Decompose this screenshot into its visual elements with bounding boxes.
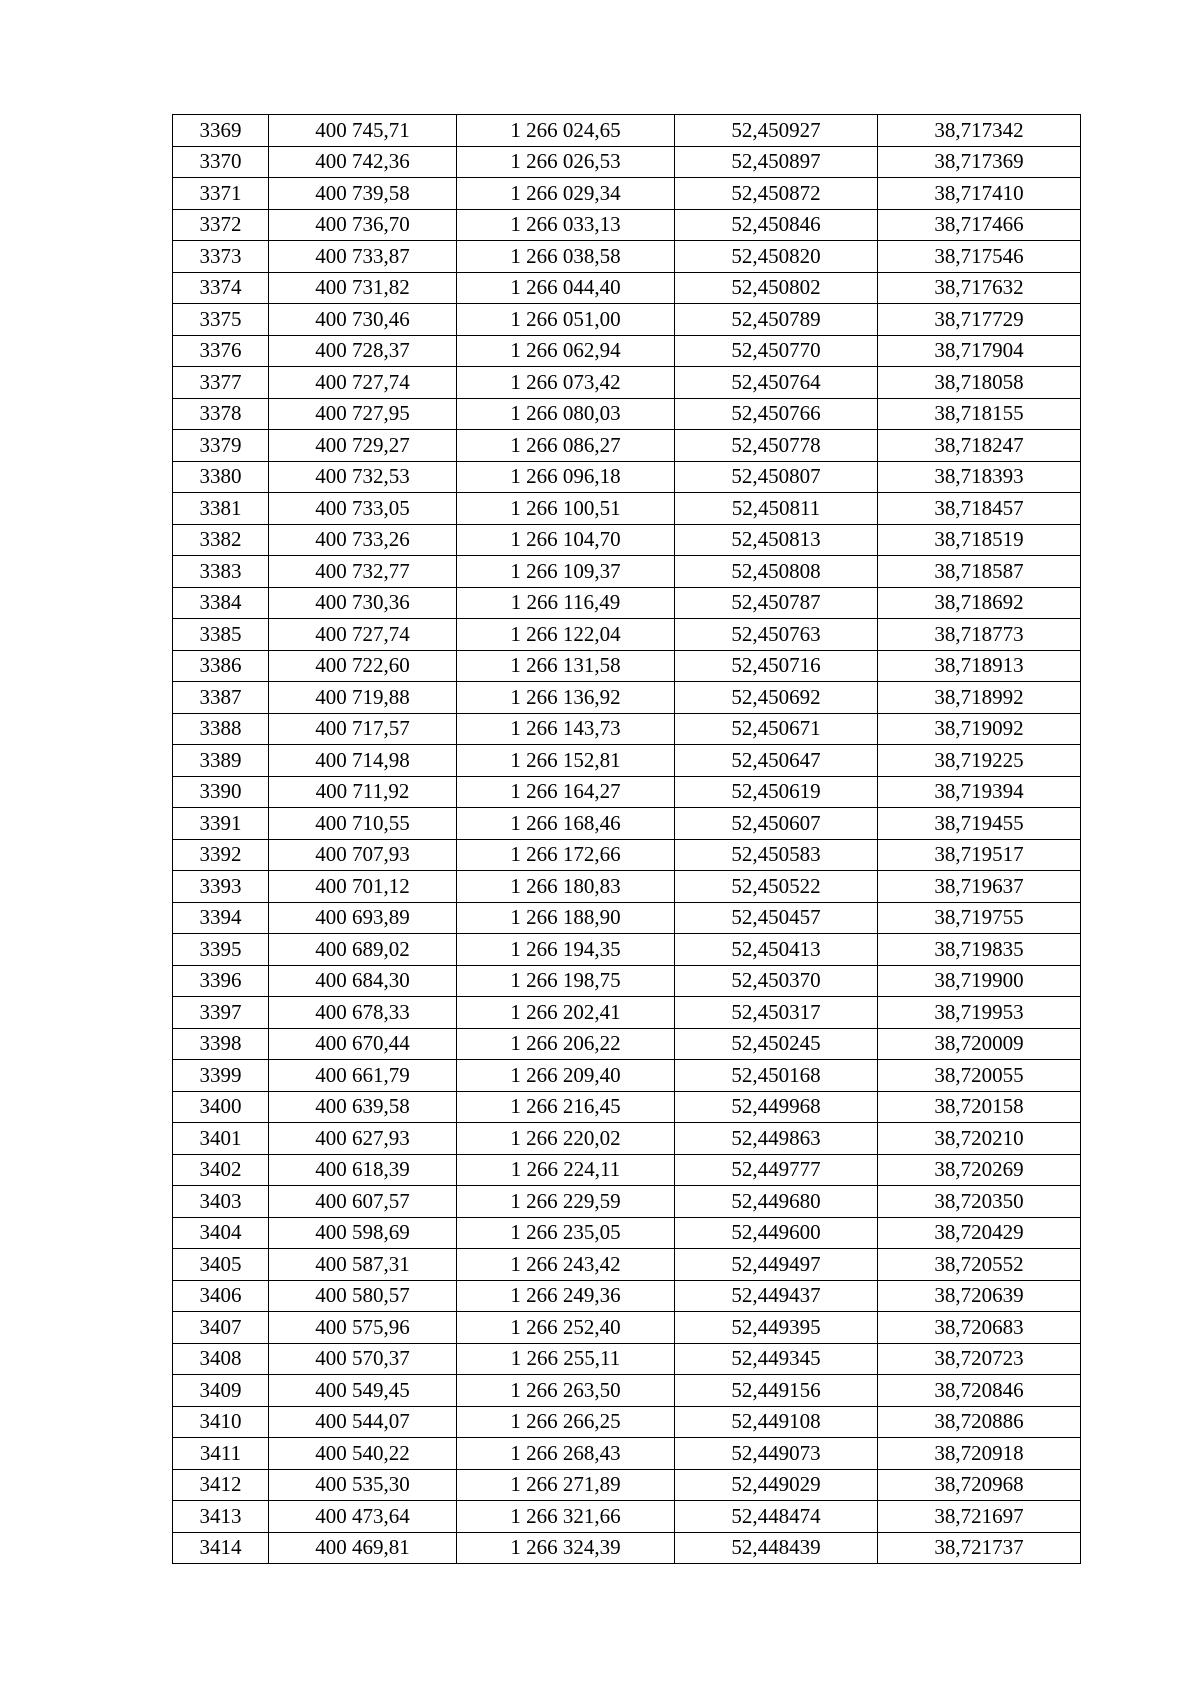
- table-row: [173, 398, 1081, 430]
- latitude-cell: 52,450607: [675, 808, 878, 840]
- latitude-cell: 52,450764: [675, 367, 878, 399]
- x-coordinate-cell: 400 587,31: [269, 1249, 457, 1281]
- table-row: [173, 1060, 1081, 1092]
- point-number-cell: 3395: [173, 934, 269, 966]
- x-coordinate-cell: 400 549,45: [269, 1375, 457, 1407]
- y-coordinate-cell: 1 266 252,40: [457, 1312, 675, 1344]
- table-row: [173, 902, 1081, 934]
- longitude-cell: 38,718587: [878, 556, 1081, 588]
- longitude-cell: 38,718247: [878, 430, 1081, 462]
- x-coordinate-cell: 400 732,77: [269, 556, 457, 588]
- longitude-cell: 38,719953: [878, 997, 1081, 1029]
- point-number-cell: 3386: [173, 650, 269, 682]
- point-number-cell: 3405: [173, 1249, 269, 1281]
- longitude-cell: 38,721697: [878, 1501, 1081, 1533]
- point-number-cell: 3373: [173, 241, 269, 273]
- latitude-cell: 52,450820: [675, 241, 878, 273]
- latitude-cell: 52,450692: [675, 682, 878, 714]
- latitude-cell: 52,450770: [675, 335, 878, 367]
- x-coordinate-cell: 400 736,70: [269, 209, 457, 241]
- point-number-cell: 3397: [173, 997, 269, 1029]
- latitude-cell: 52,449437: [675, 1280, 878, 1312]
- y-coordinate-cell: 1 266 255,11: [457, 1343, 675, 1375]
- longitude-cell: 38,718058: [878, 367, 1081, 399]
- x-coordinate-cell: 400 598,69: [269, 1217, 457, 1249]
- latitude-cell: 52,450168: [675, 1060, 878, 1092]
- x-coordinate-cell: 400 733,87: [269, 241, 457, 273]
- point-number-cell: 3402: [173, 1154, 269, 1186]
- latitude-cell: 52,450766: [675, 398, 878, 430]
- latitude-cell: 52,450317: [675, 997, 878, 1029]
- longitude-cell: 38,719755: [878, 902, 1081, 934]
- y-coordinate-cell: 1 266 321,66: [457, 1501, 675, 1533]
- latitude-cell: 52,449968: [675, 1091, 878, 1123]
- y-coordinate-cell: 1 266 044,40: [457, 272, 675, 304]
- latitude-cell: 52,448474: [675, 1501, 878, 1533]
- longitude-cell: 38,718773: [878, 619, 1081, 651]
- table-row: [173, 524, 1081, 556]
- y-coordinate-cell: 1 266 229,59: [457, 1186, 675, 1218]
- y-coordinate-cell: 1 266 180,83: [457, 871, 675, 903]
- x-coordinate-cell: 400 727,74: [269, 367, 457, 399]
- point-number-cell: 3403: [173, 1186, 269, 1218]
- x-coordinate-cell: 400 469,81: [269, 1532, 457, 1564]
- coordinates-table-body: [173, 115, 1081, 1564]
- longitude-cell: 38,718519: [878, 524, 1081, 556]
- longitude-cell: 38,720210: [878, 1123, 1081, 1155]
- x-coordinate-cell: 400 719,88: [269, 682, 457, 714]
- x-coordinate-cell: 400 710,55: [269, 808, 457, 840]
- table-row: [173, 1154, 1081, 1186]
- longitude-cell: 38,717546: [878, 241, 1081, 273]
- y-coordinate-cell: 1 266 172,66: [457, 839, 675, 871]
- table-row: [173, 146, 1081, 178]
- latitude-cell: 52,449029: [675, 1469, 878, 1501]
- point-number-cell: 3384: [173, 587, 269, 619]
- x-coordinate-cell: 400 714,98: [269, 745, 457, 777]
- point-number-cell: 3394: [173, 902, 269, 934]
- latitude-cell: 52,450370: [675, 965, 878, 997]
- y-coordinate-cell: 1 266 324,39: [457, 1532, 675, 1564]
- table-row: [173, 1123, 1081, 1155]
- latitude-cell: 52,449108: [675, 1406, 878, 1438]
- longitude-cell: 38,720918: [878, 1438, 1081, 1470]
- y-coordinate-cell: 1 266 263,50: [457, 1375, 675, 1407]
- table-row: [173, 335, 1081, 367]
- longitude-cell: 38,718692: [878, 587, 1081, 619]
- table-row: [173, 556, 1081, 588]
- latitude-cell: 52,450647: [675, 745, 878, 777]
- y-coordinate-cell: 1 266 122,04: [457, 619, 675, 651]
- latitude-cell: 52,450763: [675, 619, 878, 651]
- table-row: [173, 1280, 1081, 1312]
- latitude-cell: 52,449777: [675, 1154, 878, 1186]
- y-coordinate-cell: 1 266 136,92: [457, 682, 675, 714]
- point-number-cell: 3414: [173, 1532, 269, 1564]
- longitude-cell: 38,720723: [878, 1343, 1081, 1375]
- latitude-cell: 52,450846: [675, 209, 878, 241]
- x-coordinate-cell: 400 473,64: [269, 1501, 457, 1533]
- longitude-cell: 38,717729: [878, 304, 1081, 336]
- y-coordinate-cell: 1 266 216,45: [457, 1091, 675, 1123]
- x-coordinate-cell: 400 607,57: [269, 1186, 457, 1218]
- table-row: [173, 1091, 1081, 1123]
- y-coordinate-cell: 1 266 086,27: [457, 430, 675, 462]
- table-row: [173, 682, 1081, 714]
- y-coordinate-cell: 1 266 188,90: [457, 902, 675, 934]
- table-row: [173, 965, 1081, 997]
- table-row: [173, 1375, 1081, 1407]
- table-row: [173, 587, 1081, 619]
- x-coordinate-cell: 400 727,95: [269, 398, 457, 430]
- x-coordinate-cell: 400 732,53: [269, 461, 457, 493]
- table-row: [173, 713, 1081, 745]
- latitude-cell: 52,450802: [675, 272, 878, 304]
- x-coordinate-cell: 400 627,93: [269, 1123, 457, 1155]
- longitude-cell: 38,719225: [878, 745, 1081, 777]
- point-number-cell: 3406: [173, 1280, 269, 1312]
- x-coordinate-cell: 400 730,46: [269, 304, 457, 336]
- point-number-cell: 3376: [173, 335, 269, 367]
- y-coordinate-cell: 1 266 168,46: [457, 808, 675, 840]
- longitude-cell: 38,720429: [878, 1217, 1081, 1249]
- point-number-cell: 3385: [173, 619, 269, 651]
- point-number-cell: 3369: [173, 115, 269, 147]
- y-coordinate-cell: 1 266 104,70: [457, 524, 675, 556]
- table-row: [173, 1469, 1081, 1501]
- table-row: [173, 115, 1081, 147]
- y-coordinate-cell: 1 266 024,65: [457, 115, 675, 147]
- point-number-cell: 3410: [173, 1406, 269, 1438]
- y-coordinate-cell: 1 266 029,34: [457, 178, 675, 210]
- longitude-cell: 38,720350: [878, 1186, 1081, 1218]
- x-coordinate-cell: 400 707,93: [269, 839, 457, 871]
- x-coordinate-cell: 400 544,07: [269, 1406, 457, 1438]
- y-coordinate-cell: 1 266 062,94: [457, 335, 675, 367]
- point-number-cell: 3379: [173, 430, 269, 462]
- longitude-cell: 38,720009: [878, 1028, 1081, 1060]
- longitude-cell: 38,718393: [878, 461, 1081, 493]
- x-coordinate-cell: 400 580,57: [269, 1280, 457, 1312]
- table-row: [173, 430, 1081, 462]
- y-coordinate-cell: 1 266 073,42: [457, 367, 675, 399]
- longitude-cell: 38,720269: [878, 1154, 1081, 1186]
- y-coordinate-cell: 1 266 033,13: [457, 209, 675, 241]
- y-coordinate-cell: 1 266 224,11: [457, 1154, 675, 1186]
- x-coordinate-cell: 400 742,36: [269, 146, 457, 178]
- point-number-cell: 3388: [173, 713, 269, 745]
- x-coordinate-cell: 400 570,37: [269, 1343, 457, 1375]
- x-coordinate-cell: 400 739,58: [269, 178, 457, 210]
- latitude-cell: 52,449345: [675, 1343, 878, 1375]
- longitude-cell: 38,720886: [878, 1406, 1081, 1438]
- point-number-cell: 3372: [173, 209, 269, 241]
- point-number-cell: 3375: [173, 304, 269, 336]
- point-number-cell: 3409: [173, 1375, 269, 1407]
- y-coordinate-cell: 1 266 209,40: [457, 1060, 675, 1092]
- y-coordinate-cell: 1 266 198,75: [457, 965, 675, 997]
- y-coordinate-cell: 1 266 266,25: [457, 1406, 675, 1438]
- table-row: [173, 1186, 1081, 1218]
- latitude-cell: 52,449863: [675, 1123, 878, 1155]
- point-number-cell: 3408: [173, 1343, 269, 1375]
- table-row: [173, 776, 1081, 808]
- y-coordinate-cell: 1 266 131,58: [457, 650, 675, 682]
- point-number-cell: 3390: [173, 776, 269, 808]
- point-number-cell: 3382: [173, 524, 269, 556]
- y-coordinate-cell: 1 266 096,18: [457, 461, 675, 493]
- point-number-cell: 3387: [173, 682, 269, 714]
- table-row: [173, 745, 1081, 777]
- table-row: [173, 839, 1081, 871]
- x-coordinate-cell: 400 678,33: [269, 997, 457, 1029]
- y-coordinate-cell: 1 266 268,43: [457, 1438, 675, 1470]
- point-number-cell: 3396: [173, 965, 269, 997]
- x-coordinate-cell: 400 540,22: [269, 1438, 457, 1470]
- latitude-cell: 52,449073: [675, 1438, 878, 1470]
- y-coordinate-cell: 1 266 100,51: [457, 493, 675, 525]
- x-coordinate-cell: 400 711,92: [269, 776, 457, 808]
- latitude-cell: 52,450811: [675, 493, 878, 525]
- latitude-cell: 52,450522: [675, 871, 878, 903]
- longitude-cell: 38,719394: [878, 776, 1081, 808]
- longitude-cell: 38,718992: [878, 682, 1081, 714]
- table-row: [173, 871, 1081, 903]
- y-coordinate-cell: 1 266 206,22: [457, 1028, 675, 1060]
- longitude-cell: 38,717342: [878, 115, 1081, 147]
- point-number-cell: 3374: [173, 272, 269, 304]
- point-number-cell: 3399: [173, 1060, 269, 1092]
- table-row: [173, 619, 1081, 651]
- longitude-cell: 38,717410: [878, 178, 1081, 210]
- latitude-cell: 52,450671: [675, 713, 878, 745]
- table-row: [173, 461, 1081, 493]
- latitude-cell: 52,450872: [675, 178, 878, 210]
- point-number-cell: 3393: [173, 871, 269, 903]
- point-number-cell: 3377: [173, 367, 269, 399]
- table-row: [173, 209, 1081, 241]
- latitude-cell: 52,449600: [675, 1217, 878, 1249]
- latitude-cell: 52,450457: [675, 902, 878, 934]
- longitude-cell: 38,719092: [878, 713, 1081, 745]
- latitude-cell: 52,449156: [675, 1375, 878, 1407]
- x-coordinate-cell: 400 729,27: [269, 430, 457, 462]
- y-coordinate-cell: 1 266 143,73: [457, 713, 675, 745]
- latitude-cell: 52,450897: [675, 146, 878, 178]
- point-number-cell: 3370: [173, 146, 269, 178]
- point-number-cell: 3392: [173, 839, 269, 871]
- longitude-cell: 38,720639: [878, 1280, 1081, 1312]
- table-row: [173, 1501, 1081, 1533]
- longitude-cell: 38,720968: [878, 1469, 1081, 1501]
- longitude-cell: 38,721737: [878, 1532, 1081, 1564]
- point-number-cell: 3407: [173, 1312, 269, 1344]
- table-row: [173, 272, 1081, 304]
- point-number-cell: 3389: [173, 745, 269, 777]
- latitude-cell: 52,450789: [675, 304, 878, 336]
- latitude-cell: 52,450583: [675, 839, 878, 871]
- point-number-cell: 3371: [173, 178, 269, 210]
- y-coordinate-cell: 1 266 220,02: [457, 1123, 675, 1155]
- longitude-cell: 38,717632: [878, 272, 1081, 304]
- longitude-cell: 38,719900: [878, 965, 1081, 997]
- longitude-cell: 38,720683: [878, 1312, 1081, 1344]
- table-row: [173, 1343, 1081, 1375]
- longitude-cell: 38,719835: [878, 934, 1081, 966]
- latitude-cell: 52,450813: [675, 524, 878, 556]
- longitude-cell: 38,719517: [878, 839, 1081, 871]
- point-number-cell: 3404: [173, 1217, 269, 1249]
- point-number-cell: 3398: [173, 1028, 269, 1060]
- y-coordinate-cell: 1 266 202,41: [457, 997, 675, 1029]
- point-number-cell: 3400: [173, 1091, 269, 1123]
- longitude-cell: 38,720055: [878, 1060, 1081, 1092]
- table-row: [173, 1438, 1081, 1470]
- y-coordinate-cell: 1 266 235,05: [457, 1217, 675, 1249]
- x-coordinate-cell: 400 670,44: [269, 1028, 457, 1060]
- longitude-cell: 38,718913: [878, 650, 1081, 682]
- y-coordinate-cell: 1 266 051,00: [457, 304, 675, 336]
- latitude-cell: 52,450619: [675, 776, 878, 808]
- longitude-cell: 38,717466: [878, 209, 1081, 241]
- point-number-cell: 3411: [173, 1438, 269, 1470]
- longitude-cell: 38,720158: [878, 1091, 1081, 1123]
- latitude-cell: 52,450413: [675, 934, 878, 966]
- table-row: [173, 241, 1081, 273]
- latitude-cell: 52,450778: [675, 430, 878, 462]
- x-coordinate-cell: 400 717,57: [269, 713, 457, 745]
- latitude-cell: 52,450927: [675, 115, 878, 147]
- x-coordinate-cell: 400 728,37: [269, 335, 457, 367]
- x-coordinate-cell: 400 535,30: [269, 1469, 457, 1501]
- table-row: [173, 1312, 1081, 1344]
- latitude-cell: 52,450787: [675, 587, 878, 619]
- x-coordinate-cell: 400 733,26: [269, 524, 457, 556]
- latitude-cell: 52,449395: [675, 1312, 878, 1344]
- y-coordinate-cell: 1 266 109,37: [457, 556, 675, 588]
- table-row: [173, 808, 1081, 840]
- table-row: [173, 367, 1081, 399]
- table-row: [173, 1532, 1081, 1564]
- y-coordinate-cell: 1 266 116,49: [457, 587, 675, 619]
- x-coordinate-cell: 400 684,30: [269, 965, 457, 997]
- x-coordinate-cell: 400 689,02: [269, 934, 457, 966]
- table-row: [173, 997, 1081, 1029]
- point-number-cell: 3380: [173, 461, 269, 493]
- table-row: [173, 304, 1081, 336]
- longitude-cell: 38,717904: [878, 335, 1081, 367]
- x-coordinate-cell: 400 745,71: [269, 115, 457, 147]
- table-row: [173, 1217, 1081, 1249]
- table-row: [173, 934, 1081, 966]
- y-coordinate-cell: 1 266 249,36: [457, 1280, 675, 1312]
- longitude-cell: 38,720846: [878, 1375, 1081, 1407]
- table-row: [173, 1406, 1081, 1438]
- x-coordinate-cell: 400 701,12: [269, 871, 457, 903]
- longitude-cell: 38,719637: [878, 871, 1081, 903]
- y-coordinate-cell: 1 266 164,27: [457, 776, 675, 808]
- point-number-cell: 3412: [173, 1469, 269, 1501]
- point-number-cell: 3413: [173, 1501, 269, 1533]
- longitude-cell: 38,718155: [878, 398, 1081, 430]
- x-coordinate-cell: 400 722,60: [269, 650, 457, 682]
- coordinates-table: [172, 114, 1081, 1564]
- table-row: [173, 1028, 1081, 1060]
- latitude-cell: 52,450716: [675, 650, 878, 682]
- x-coordinate-cell: 400 661,79: [269, 1060, 457, 1092]
- table-row: [173, 493, 1081, 525]
- x-coordinate-cell: 400 693,89: [269, 902, 457, 934]
- x-coordinate-cell: 400 618,39: [269, 1154, 457, 1186]
- latitude-cell: 52,450807: [675, 461, 878, 493]
- x-coordinate-cell: 400 727,74: [269, 619, 457, 651]
- point-number-cell: 3391: [173, 808, 269, 840]
- x-coordinate-cell: 400 575,96: [269, 1312, 457, 1344]
- point-number-cell: 3378: [173, 398, 269, 430]
- table-row: [173, 1249, 1081, 1281]
- latitude-cell: 52,448439: [675, 1532, 878, 1564]
- table-row: [173, 178, 1081, 210]
- y-coordinate-cell: 1 266 038,58: [457, 241, 675, 273]
- longitude-cell: 38,720552: [878, 1249, 1081, 1281]
- y-coordinate-cell: 1 266 080,03: [457, 398, 675, 430]
- y-coordinate-cell: 1 266 194,35: [457, 934, 675, 966]
- y-coordinate-cell: 1 266 243,42: [457, 1249, 675, 1281]
- y-coordinate-cell: 1 266 026,53: [457, 146, 675, 178]
- point-number-cell: 3383: [173, 556, 269, 588]
- x-coordinate-cell: 400 733,05: [269, 493, 457, 525]
- latitude-cell: 52,449497: [675, 1249, 878, 1281]
- longitude-cell: 38,717369: [878, 146, 1081, 178]
- point-number-cell: 3401: [173, 1123, 269, 1155]
- latitude-cell: 52,450245: [675, 1028, 878, 1060]
- y-coordinate-cell: 1 266 271,89: [457, 1469, 675, 1501]
- longitude-cell: 38,718457: [878, 493, 1081, 525]
- x-coordinate-cell: 400 731,82: [269, 272, 457, 304]
- y-coordinate-cell: 1 266 152,81: [457, 745, 675, 777]
- x-coordinate-cell: 400 639,58: [269, 1091, 457, 1123]
- point-number-cell: 3381: [173, 493, 269, 525]
- x-coordinate-cell: 400 730,36: [269, 587, 457, 619]
- latitude-cell: 52,450808: [675, 556, 878, 588]
- table-row: [173, 650, 1081, 682]
- longitude-cell: 38,719455: [878, 808, 1081, 840]
- latitude-cell: 52,449680: [675, 1186, 878, 1218]
